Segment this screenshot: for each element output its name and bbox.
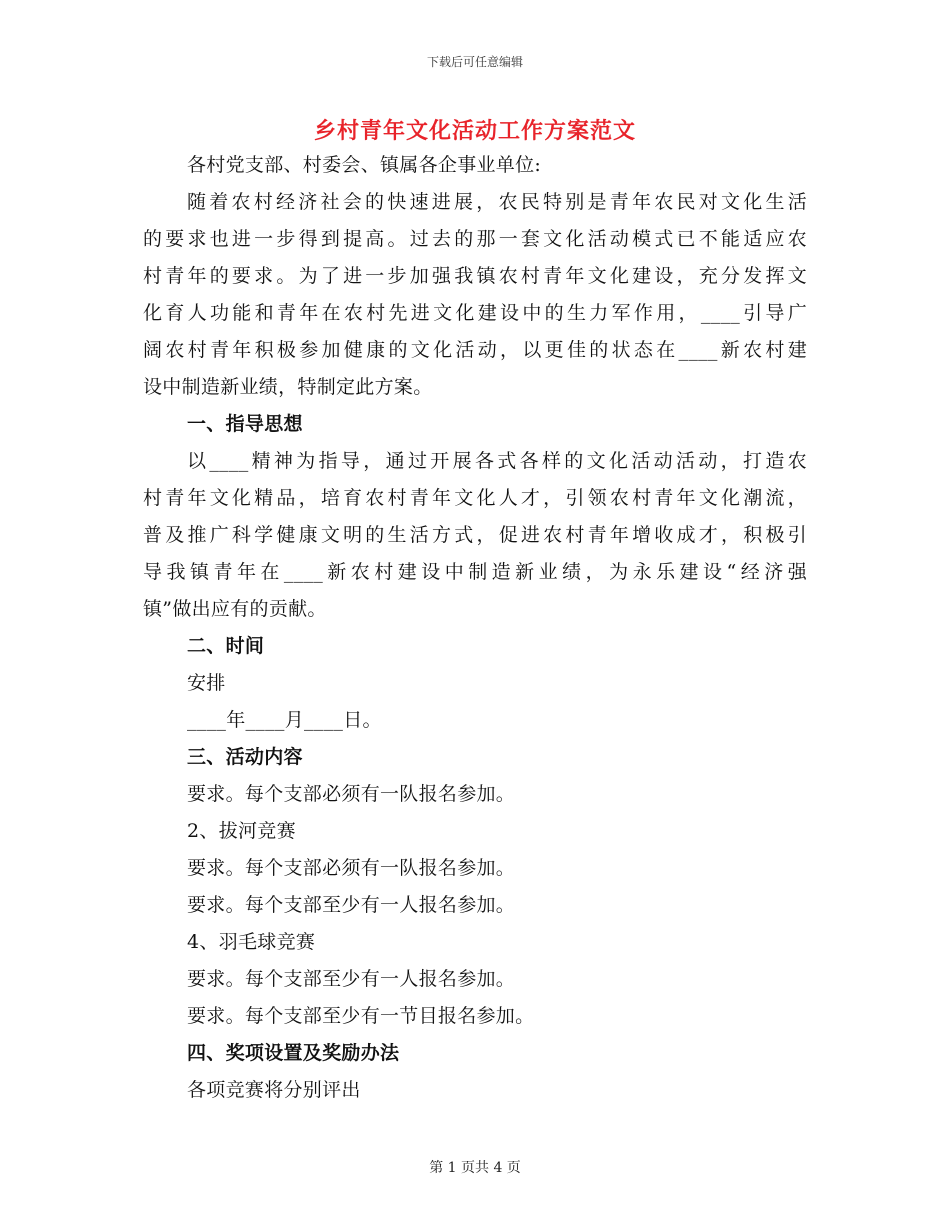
paragraph-line: 村青年的要求。为了进一步加强我镇农村青年文化建设，充分发挥文	[143, 265, 807, 287]
list-item: 2、拔河竞赛	[187, 820, 296, 842]
document-title: 乡村青年文化活动工作方案范文	[313, 118, 636, 144]
section-heading: 三、活动内容	[187, 746, 303, 768]
requirement-line: 要求。每个支部至少有一节目报名参加。	[187, 1005, 535, 1027]
requirement-line: 要求。每个支部必须有一队报名参加。	[187, 857, 516, 879]
document-body	[143, 147, 807, 1109]
requirement-line: 要求。每个支部至少有一人报名参加。	[187, 894, 516, 916]
paragraph-line: 安排	[187, 672, 226, 694]
paragraph-line: 的要求也进一步得到提高。过去的那一套文化活动模式已不能适应农	[143, 228, 807, 250]
paragraph-line: 以____精神为指导，通过开展各式各样的文化活动活动，打造农	[187, 450, 807, 472]
paragraph-line: 普及推广科学健康文明的生活方式，促进农村青年增收成才，积极引	[143, 524, 807, 546]
section-heading: 二、时间	[187, 635, 265, 657]
date-line: ____年____月____日。	[187, 709, 382, 731]
page-footer: 第 1 页共 4 页	[429, 1160, 521, 1176]
paragraph-line: 村青年文化精品，培育农村青年文化人才，引领农村青年文化潮流，	[143, 487, 807, 509]
paragraph-line: 随着农村经济社会的快速进展，农民特别是青年农民对文化生活	[187, 191, 807, 213]
list-item: 4、羽毛球竞赛	[187, 931, 316, 953]
paragraph-line: 导我镇青年在____新农村建设中制造新业绩，为永乐建设“经济强	[143, 561, 807, 583]
paragraph-line: 各项竞赛将分别评出	[187, 1079, 361, 1101]
requirement-line: 要求。每个支部至少有一人报名参加。	[187, 968, 516, 990]
salutation: 各村党支部、村委会、镇属各企事业单位:	[187, 154, 542, 176]
section-heading: 一、指导思想	[187, 413, 303, 435]
paragraph-line: 镇”做出应有的贡献。	[143, 598, 327, 620]
header-note: 下载后可任意编辑	[426, 55, 523, 69]
paragraph-line: 设中制造新业绩，特制定此方案。	[143, 376, 433, 398]
paragraph-line: 阔农村青年积极参加健康的文化活动，以更佳的状态在____新农村建	[143, 339, 807, 361]
paragraph-line: 化育人功能和青年在农村先进文化建设中的生力军作用，____引导广	[143, 302, 807, 324]
requirement-line: 要求。每个支部必须有一队报名参加。	[187, 783, 516, 805]
section-heading: 四、奖项设置及奖励办法	[187, 1042, 400, 1064]
